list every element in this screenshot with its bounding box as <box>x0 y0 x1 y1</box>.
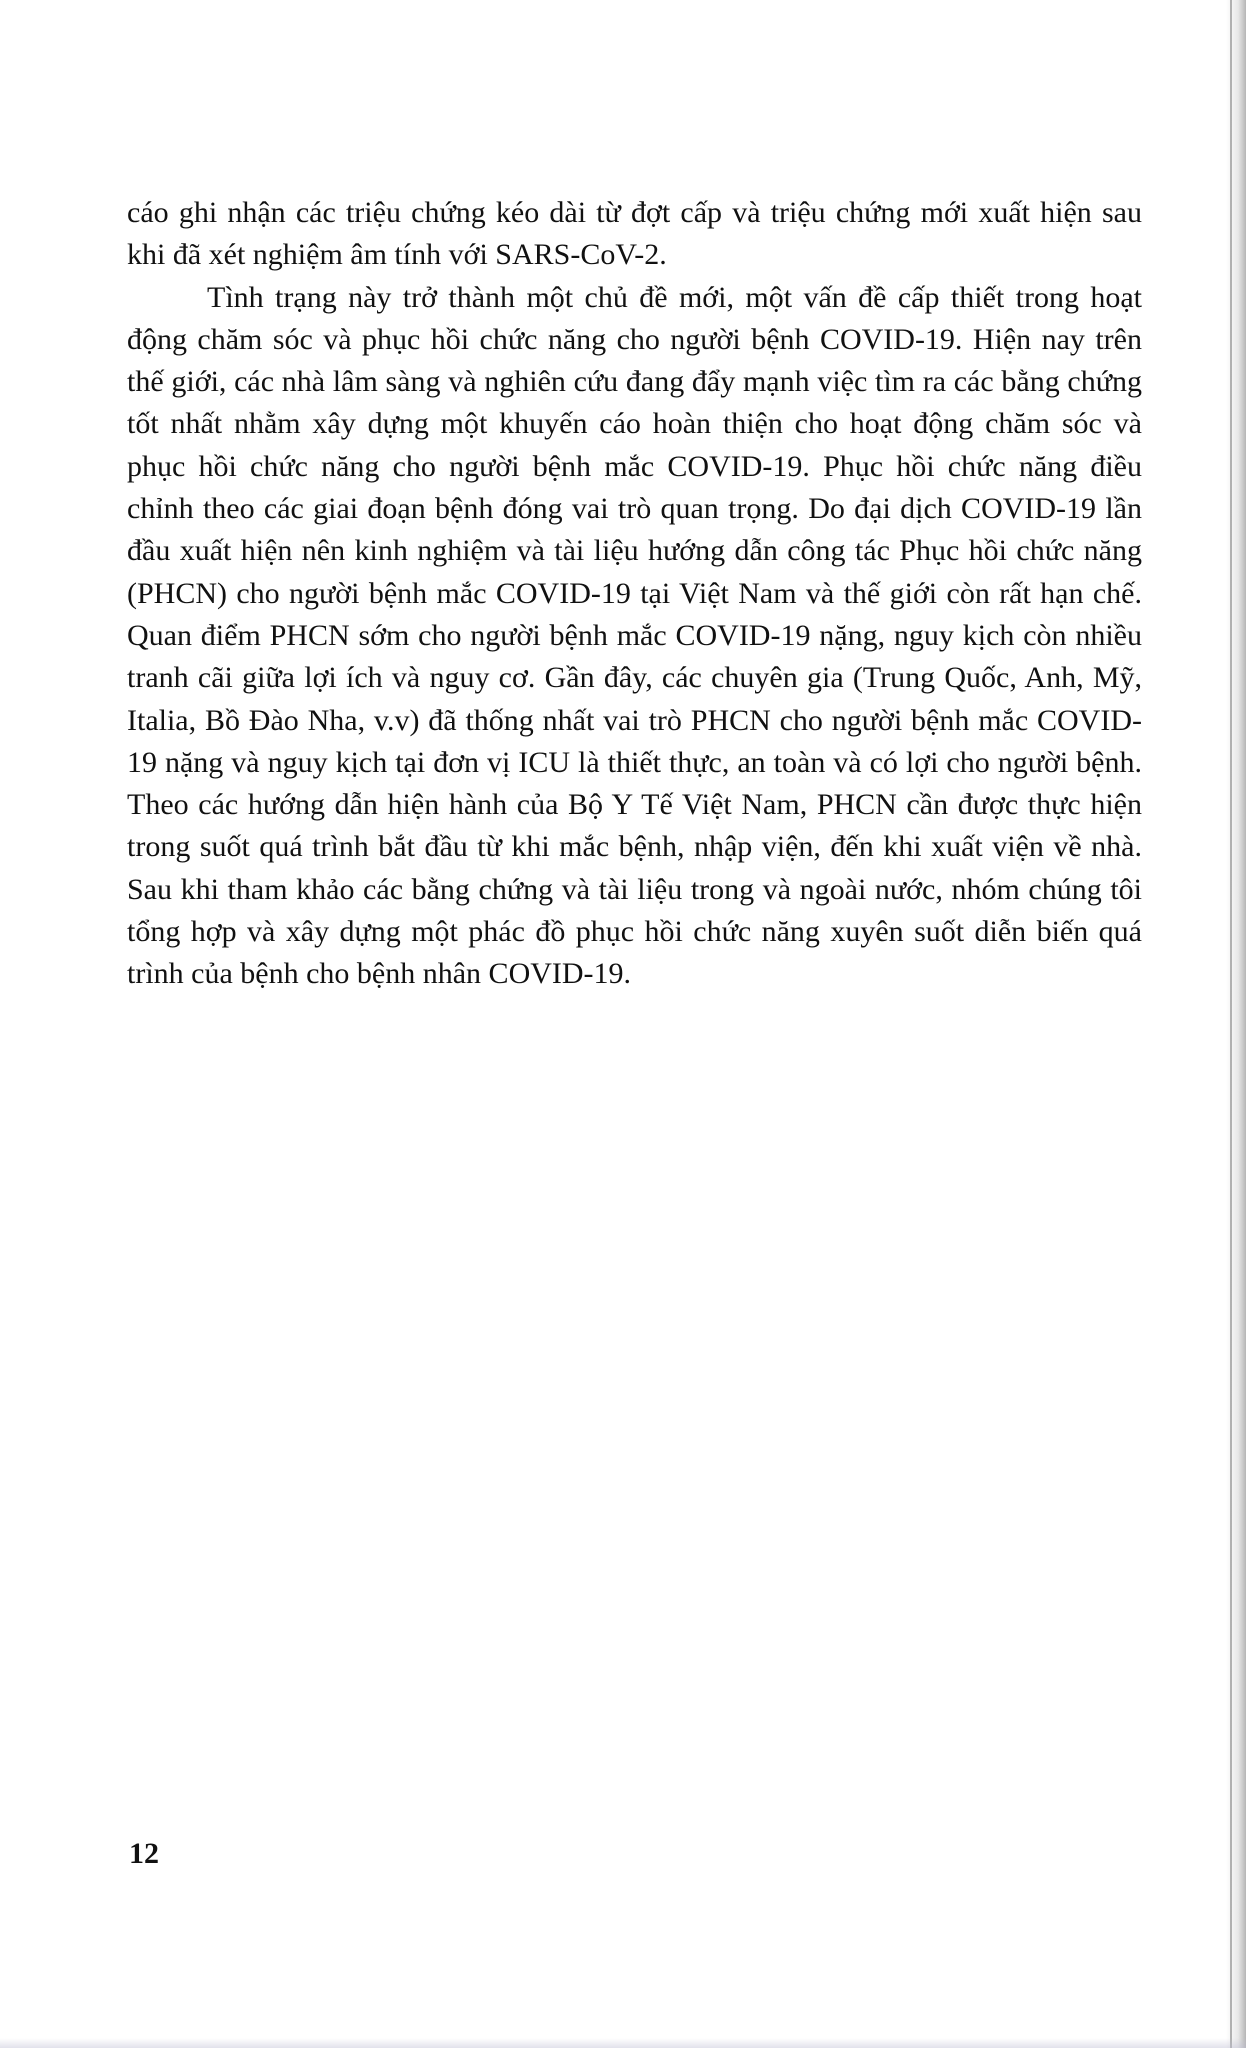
scan-bottom-edge <box>0 2038 1246 2048</box>
body-text <box>127 192 1142 996</box>
page-edge-line <box>1230 0 1232 2048</box>
paragraph-continuation: cáo ghi nhận các triệu chứng kéo dài từ đợt cấp và triệu chứng mới xuất hiện sau khi đã xét nghiệm âm tính với SARS-CoV-2. <box>127 196 1142 272</box>
page-number: 12 <box>129 1837 159 1870</box>
page-edge-shadow <box>1226 0 1246 2048</box>
paragraph-main: Tình trạng này trở thành một chủ đề mới, một vấn đề cấp thiết trong hoạt động chăm sóc và phục hồi chức năng cho người bệnh COVID-19. Hiện nay trên thế giới, các nhà lâm sàng và nghiên cứu đang đẩy mạnh việc tìm ra các bằng chứng tốt nhất nhằm xây dựng một khuyến cáo hoàn thiện cho hoạt động chăm sóc và phục hồi chức năng cho người bệnh mắc COVID-19. Phục hồi chức năng điều chỉnh theo các giai đoạn bệnh đóng vai trò quan trọng. Do đại dịch COVID-19 lần đầu xuất hiện nên kinh nghiệm và tài liệu hướng dẫn công tác Phục hồi chức năng (PHCN) cho người bệnh mắc COVID-19 tại Việt Nam và thế giới còn rất hạn chế. Quan điểm PHCN sớm cho người bệnh mắc COVID-19 nặng, nguy kịch còn nhiều tranh cãi giữa lợi ích và nguy cơ. Gần đây, các chuyên gia (Trung Quốc, Anh, Mỹ, Italia, Bồ Đào Nha, v.v) đã thống nhất vai trò PHCN cho người bệnh mắc COVID-19 nặng và nguy kịch tại đơn vị ICU là thiết thực, an toàn và có lợi cho người bệnh. Theo các hướng dẫn hiện hành của Bộ Y Tế Việt Nam, PHCN cần được thực hiện trong suốt quá trình bắt đầu từ khi mắc bệnh, nhập viện, đến khi xuất viện về nhà. Sau khi tham khảo các bằng chứng và tài liệu trong và ngoài nước, nhóm chúng tôi tổng hợp và xây dựng một phác đồ phục hồi chức năng xuyên suốt diễn biến quá trình của bệnh cho bệnh nhân COVID-19. <box>127 280 1142 991</box>
